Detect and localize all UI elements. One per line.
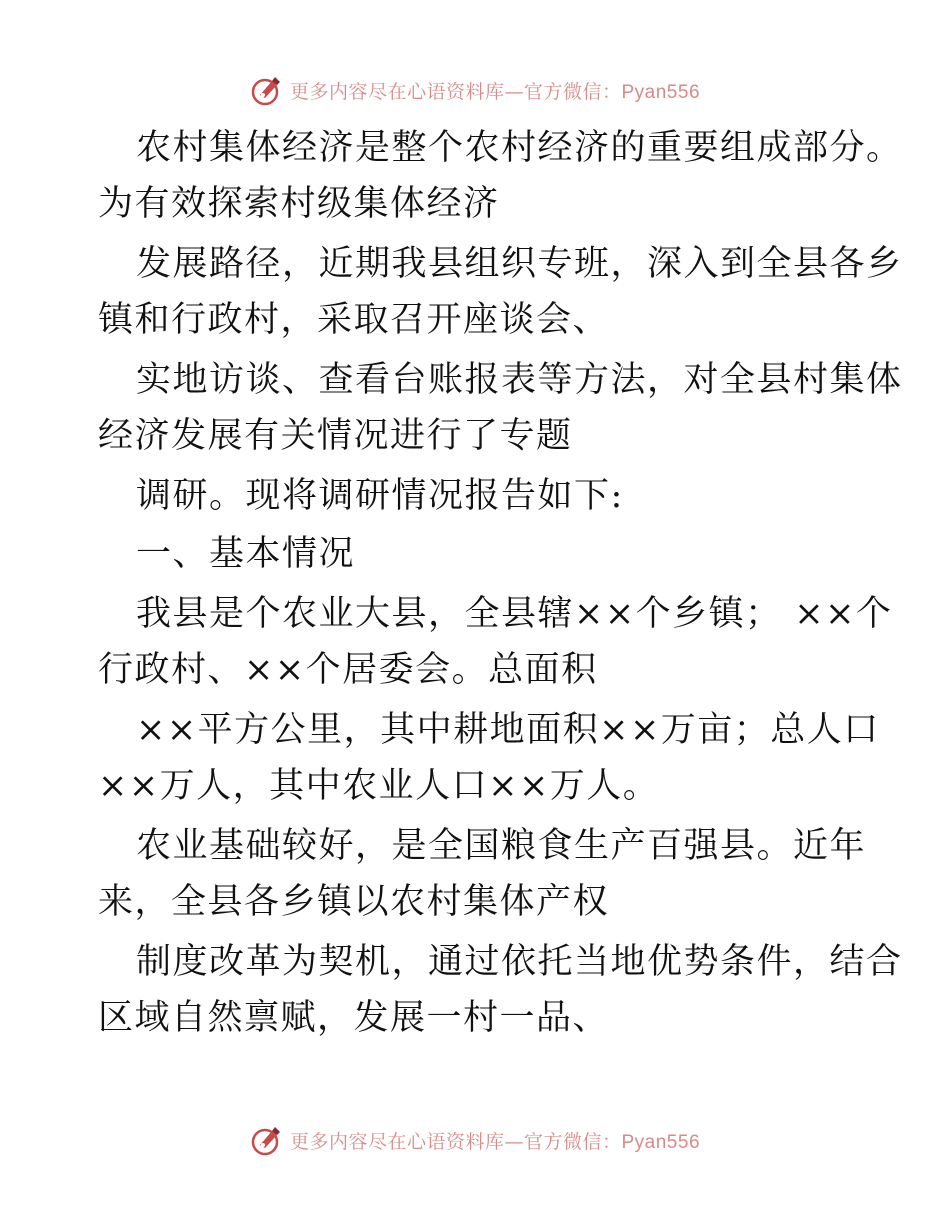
watermark-text: 更多内容尽在心语资料库—官方微信：Pyan556 xyxy=(289,80,701,103)
body-line: 实地访谈、查看台账报表等方法，对全县村集体 xyxy=(136,360,903,400)
footer-watermark xyxy=(0,1120,950,1160)
section-heading: 一、基本情况 xyxy=(136,534,356,574)
body-line: 区域自然禀赋，发展一村一品、 xyxy=(98,998,610,1038)
body-line: ××平方公里，其中耕地面积××万亩；总人口 xyxy=(136,710,880,750)
watermark-wechat-id: Pyan556 xyxy=(621,81,701,103)
body-line: 经济发展有关情况进行了专题 xyxy=(98,416,573,456)
body-line: 调研。现将调研情况报告如下: xyxy=(136,476,624,516)
body-line: 发展路径，近期我县组织专班，深入到全县各乡 xyxy=(136,244,903,284)
pen-nib-logo-icon xyxy=(250,1123,284,1157)
watermark-wechat-id: Pyan556 xyxy=(621,1131,701,1153)
body-line: 镇和行政村，采取召开座谈会、 xyxy=(98,300,610,340)
pen-nib-logo-icon xyxy=(250,73,284,107)
body-line: 来，全县各乡镇以农村集体产权 xyxy=(98,882,610,922)
body-line: 农村集体经济是整个农村经济的重要组成部分。 xyxy=(136,128,903,168)
body-line: 我县是个农业大县，全县辖××个乡镇； ××个 xyxy=(136,594,893,634)
body-line: 为有效探索村级集体经济 xyxy=(98,184,500,224)
body-line: 农业基础较好，是全国粮食生产百强县。近年 xyxy=(136,826,867,866)
watermark-text: 更多内容尽在心语资料库—官方微信：Pyan556 xyxy=(289,1130,701,1153)
header-watermark xyxy=(0,70,950,110)
body-line: 制度改革为契机，通过依托当地优势条件，结合 xyxy=(136,942,903,982)
body-line: 行政村、××个居委会。总面积 xyxy=(98,650,598,690)
body-line: ××万人，其中农业人口××万人。 xyxy=(98,766,660,806)
